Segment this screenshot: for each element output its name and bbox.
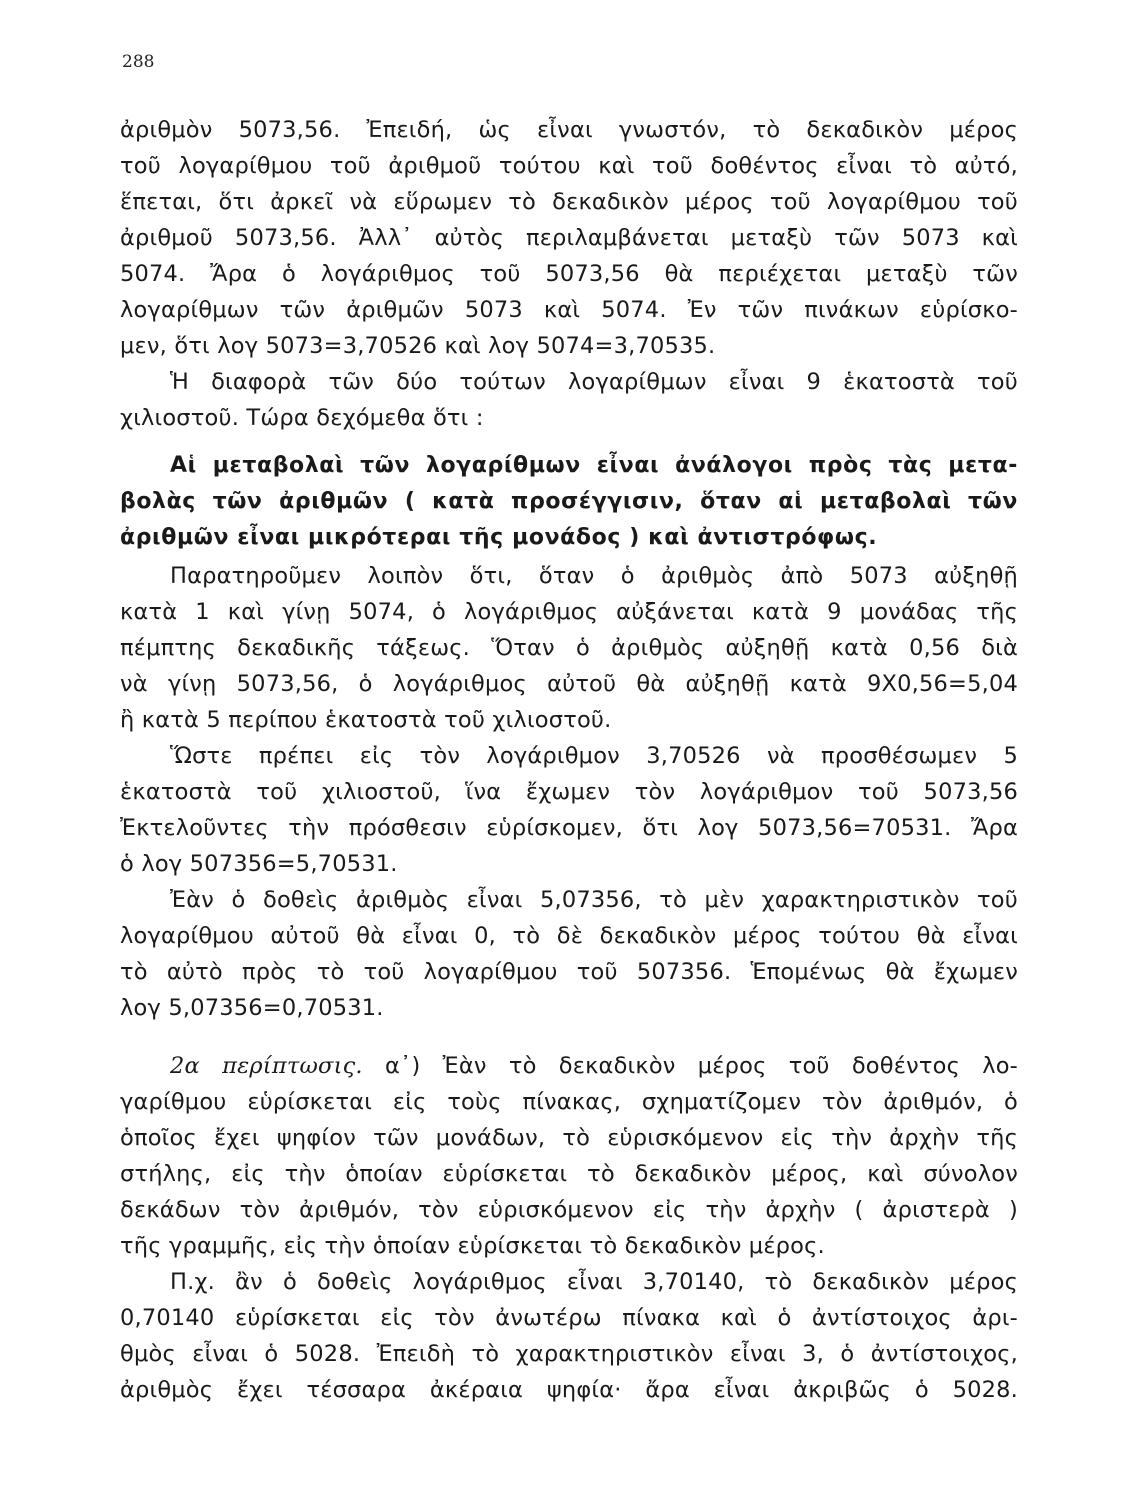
text-line: στήλης, εἰς τὴν ὁποίαν εὑρίσκεται τὸ δεκαδικὸν μέρος, καὶ σύνολον: [120, 1161, 1018, 1187]
text-line: γαρίθμου εὑρίσκεται εἰς τοὺς πίνακας, σχηματίζομεν τὸν ἀριθμόν, ὁ: [120, 1089, 1018, 1115]
rule-line: βολὰς τῶν ἀριθμῶν ( κατὰ προσέγγισιν, ὅταν αἱ μεταβολαὶ τῶν: [120, 489, 1018, 514]
text-line: Ὥστε πρέπει εἰς τὸν λογάριθμον 3,70526 νὰ προσθέσωμεν 5: [170, 743, 1018, 769]
text-line: νὰ γίνῃ 5073,56, ὁ λογάριθμος αὐτοῦ θὰ αὐξηθῇ κατὰ 9X0,56=5,04: [120, 671, 1018, 697]
text-line: κατὰ 1 καὶ γίνῃ 5074, ὁ λογάριθμος αὐξάνεται κατὰ 9 μονάδας τῆς: [120, 599, 1018, 625]
paragraph-2: [120, 364, 1018, 436]
text-line: Παρατηροῦμεν λοιπὸν ὅτι, ὅταν ὁ ἀριθμὸς ἀπὸ 5073 αὐξηθῇ: [170, 563, 1018, 589]
text-line: μεν, ὅτι λογ 5073=3,70526 καὶ λογ 5074=3,70535.: [120, 333, 716, 359]
case-text: α᾽) Ἐὰν τὸ δεκαδικὸν μέρος τοῦ δοθέντος λο-: [362, 1053, 1018, 1079]
text-line: Ἡ διαφορὰ τῶν δύο τούτων λογαρίθμων εἶναι 9 ἑκατοστὰ τοῦ: [170, 369, 1018, 395]
text-line: ἕπεται, ὅτι ἀρκεῖ νὰ εὕρωμεν τὸ δεκαδικὸν μέρος τοῦ λογαρίθμου τοῦ: [120, 189, 1018, 215]
text-line: Π.χ. ἂν ὁ δοθεὶς λογάριθμος εἶναι 3,70140, τὸ δεκαδικὸν μέρος: [170, 1269, 1018, 1295]
text-line: δεκάδων τὸν ἀριθμόν, τὸν εὑρισκόμενον εἰς τὴν ἀρχὴν ( ἀριστερὰ ): [120, 1197, 1018, 1223]
text-line: ὁ λογ 507356=5,70531.: [120, 851, 398, 877]
paragraph-gap: [120, 1026, 1018, 1048]
text-line: λογαρίθμων τῶν ἀριθμῶν 5073 καὶ 5074. Ἐν τῶν πινάκων εὑρίσκο-: [120, 297, 1018, 323]
text-line: τὸ αὐτὸ πρὸς τὸ τοῦ λογαρίθμου τοῦ 507356. Ἑπομένως θὰ ἔχωμεν: [120, 959, 1018, 985]
text-line: λογαρίθμου αὐτοῦ θὰ εἶναι 0, τὸ δὲ δεκαδικὸν μέρος τούτου θὰ εἶναι: [120, 923, 1018, 949]
page-body: [120, 112, 1018, 1408]
text-line: ἑκατοστὰ τοῦ χιλιοστοῦ, ἵνα ἔχωμεν τὸν λογάριθμον τοῦ 5073,56: [120, 779, 1018, 805]
text-line: τῆς γραμμῆς, εἰς τὴν ὁποίαν εὑρίσκεται τὸ δεκαδικὸν μέρος.: [120, 1233, 825, 1259]
text-line: ἢ κατὰ 5 περίπου ἑκατοστὰ τοῦ χιλιοστοῦ.: [120, 707, 612, 733]
page-number: 288: [122, 52, 155, 72]
text-line: χιλιοστοῦ. Τώρα δεχόμεθα ὅτι :: [120, 405, 484, 431]
case-label: 2α περίπτωσις.: [170, 1053, 363, 1079]
rule-statement: [120, 448, 1018, 556]
text-line: ἀριθμὸς ἔχει τέσσαρα ἀκέραια ψηφία· ἄρα εἶναι ἀκριβῶς ὁ 5028.: [120, 1377, 1018, 1403]
paragraph-7: [120, 1264, 1018, 1408]
text-line: θμὸς εἶναι ὁ 5028. Ἐπειδὴ τὸ χαρακτηριστικὸν εἶναι 3, ὁ ἀντίστοιχος,: [120, 1341, 1018, 1367]
text-line: Ἐκτελοῦντες τὴν πρόσθεσιν εὑρίσκομεν, ὅτι λογ 5073,56=70531. Ἄρα: [120, 815, 1018, 841]
text-line: ὁποῖος ἔχει ψηφίον τῶν μονάδων, τὸ εὑρισκόμενον εἰς τὴν ἀρχὴν τῆς: [120, 1125, 1018, 1151]
text-line: τοῦ λογαρίθμου τοῦ ἀριθμοῦ τούτου καὶ τοῦ δοθέντος εἶναι τὸ αὐτό,: [120, 153, 1018, 179]
paragraph-4: [120, 738, 1018, 882]
text-line: [120, 1048, 1018, 1084]
paragraph-5: [120, 882, 1018, 1026]
text-line: πέμπτης δεκαδικῆς τάξεως. Ὅταν ὁ ἀριθμὸς αὐξηθῇ κατὰ 0,56 διὰ: [120, 635, 1018, 661]
text-line: ἀριθμὸν 5073,56. Ἐπειδή, ὡς εἶναι γνωστόν, τὸ δεκαδικὸν μέρος: [120, 117, 1018, 143]
rule-line: ἀριθμῶν εἶναι μικρότεραι τῆς μονάδος ) καὶ ἀντιστρόφως.: [120, 525, 878, 550]
text-line: 0,70140 εὑρίσκεται εἰς τὸν ἀνωτέρω πίνακα καὶ ὁ ἀντίστοιχος ἀρι-: [120, 1305, 1018, 1331]
paragraph-3: [120, 558, 1018, 738]
text-line: λογ 5,07356=0,70531.: [120, 995, 384, 1021]
text-line: 5074. Ἄρα ὁ λογάριθμος τοῦ 5073,56 θὰ περιέχεται μεταξὺ τῶν: [120, 261, 1018, 287]
text-line: ἀριθμοῦ 5073,56. Ἀλλ᾽ αὐτὸς περιλαμβάνεται μεταξὺ τῶν 5073 καὶ: [120, 225, 1018, 251]
rule-line: Αἱ μεταβολαὶ τῶν λογαρίθμων εἶναι ἀνάλογοι πρὸς τὰς μετα-: [170, 453, 1018, 478]
text-line: Ἐὰν ὁ δοθεὶς ἀριθμὸς εἶναι 5,07356, τὸ μὲν χαρακτηριστικὸν τοῦ: [170, 887, 1018, 913]
paragraph-1: [120, 112, 1018, 364]
paragraph-6: [120, 1048, 1018, 1264]
